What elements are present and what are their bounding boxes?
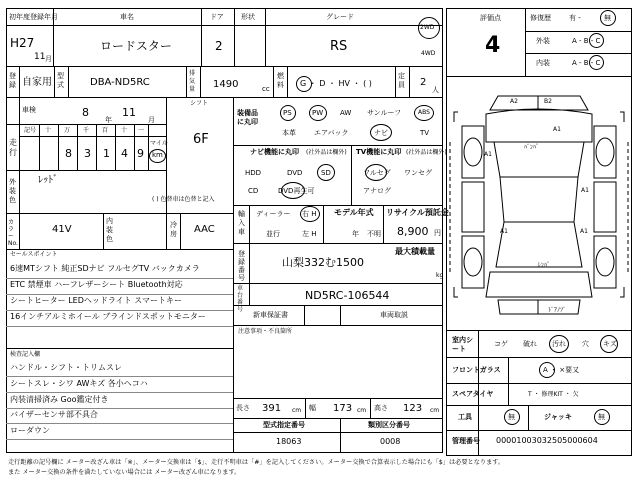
damage-mark: ﾊﾞﾝﾊﾟ [524, 144, 540, 151]
type-no-value: 18063 [276, 437, 302, 446]
equip-aw: AW [340, 109, 352, 117]
unit-km: km [152, 151, 163, 159]
mileage-digit: 3 [84, 147, 91, 160]
inspection-month: 11 [122, 106, 136, 119]
plate-value: 山梨332む1500 [282, 256, 364, 269]
first-reg-era: H27 [10, 36, 35, 50]
height-value: 123 [403, 403, 423, 414]
new-warranty: 新車保証書 [253, 311, 288, 319]
inspector-note-line: シートスレ・シワ AWキズ 各小ヘコハ [10, 379, 148, 388]
equipment-label: 装備品に丸印 [237, 109, 258, 126]
exterior-color-label: 外装色 [9, 178, 16, 204]
import-left-h: 左 H [302, 230, 317, 238]
score-value: 4 [485, 33, 501, 58]
shift-value: 6F [193, 132, 209, 147]
tv-oneseg: ワンセグ [404, 169, 432, 177]
width-unit: cm [357, 407, 367, 414]
displacement-label: 排気量 [189, 70, 196, 93]
damage-mark: ﾚﾝﾊﾟ [538, 262, 551, 269]
class-no-value: 0008 [380, 437, 401, 446]
equip-airbag: エアバック [314, 129, 349, 137]
use-value: 自家用 [22, 77, 52, 88]
mileage-digit: 8 [65, 147, 72, 160]
owner-manual: 車両取説 [380, 311, 408, 319]
class-no-label: 類別区分番号 [368, 421, 410, 429]
damage-mark: A1 [581, 187, 589, 194]
seat-item: キズ [603, 340, 617, 348]
notes-label: 注意事項・不良箇所 [238, 328, 293, 335]
model-year-unknown: 不明 [367, 230, 381, 238]
repair-none: 無 [604, 14, 611, 22]
import-dealer: ディーラー [256, 210, 291, 218]
door-label: ドア [210, 13, 224, 21]
model-year-unit: 年 [352, 230, 359, 238]
door-count: 2 [215, 39, 223, 53]
length-label: 長さ [236, 404, 250, 412]
mgmt-label: 管理番号 [452, 437, 480, 445]
exterior-color: ﾚｯﾄﾞ [38, 175, 58, 186]
drive-2wd: 2WD [420, 24, 435, 31]
displacement-value: 1490 [213, 79, 239, 90]
shape-label: 形状 [241, 13, 255, 21]
equip-sunroof: サンルーフ [367, 109, 402, 117]
exterior-grade-label: 外装 [536, 37, 550, 45]
equip-pw: PW [312, 109, 324, 117]
navi-note: (社外品は欄外) [306, 149, 347, 156]
navi-hdd: HDD [245, 169, 262, 177]
sales-point-line: 16インチアルミホイール ブラインドスポットモニター [10, 312, 206, 321]
seat-item: 穴 [582, 340, 589, 348]
footer-line-1: 走行距離の記号欄に メーター改ざん車は「※」、メーター交換車は「$」、走行不明車は「#」を記入してください。メーター交換で合算表示した場合にも「$」は必要となります。 [8, 459, 505, 466]
spare-label: スペアタイヤ [452, 390, 494, 398]
plate-label: 登録番号 [238, 250, 245, 282]
car-name: ロードスター [100, 39, 172, 53]
grade-label: グレード [326, 13, 354, 21]
model-value: DBA-ND5RC [90, 77, 150, 88]
car-damage-diagram [448, 82, 630, 328]
digit-header-1: 十 [45, 127, 52, 134]
tv-analog: アナログ [363, 187, 391, 195]
color-note: ( ) 色替車は色替と記入 [152, 196, 215, 203]
sales-point-line: 6速MTシフト 純正SDナビ フルセグTV バックカメラ [10, 264, 200, 273]
first-reg-label: 初年度登録年月 [9, 13, 58, 21]
first-reg-month-unit: 月 [45, 55, 52, 63]
digit-header-3: 千 [83, 127, 90, 134]
first-reg-month: 11 [34, 52, 46, 62]
interior-grade-label: 内装 [536, 59, 550, 67]
model-year-label: モデル年式 [334, 208, 374, 217]
navi-cd: CD [248, 187, 259, 195]
fuel-label: 燃料 [277, 72, 284, 89]
damage-mark: A1 [553, 126, 561, 133]
recycle-label: リサイクル預託金 [386, 208, 449, 217]
inspection-month-unit: 月 [148, 116, 155, 124]
mileage-digit: 1 [103, 147, 110, 160]
inspection-label: 車検 [22, 106, 36, 114]
exterior-grade-options: A - B - C [572, 37, 601, 45]
digit-header-5: 十 [121, 127, 128, 134]
equip-leather: 本革 [282, 129, 296, 137]
recycle-unit: 円 [434, 229, 441, 237]
height-label: 高さ [374, 404, 388, 412]
tools-label: 工具 [458, 413, 472, 421]
seat-item: 汚れ [552, 340, 566, 348]
interior-grade-options: A - B - C [572, 59, 601, 67]
width-value: 173 [333, 403, 353, 414]
tv-header: TV機能に丸印 [356, 148, 402, 156]
repair-label: 修復歴 [530, 14, 551, 22]
equip-tv: TV [420, 129, 430, 137]
max-load-label: 最大積載量 [395, 247, 435, 256]
sales-point-line: ETC 禁煙車 ハーフレザーシート Bluetooth対応 [10, 280, 183, 289]
navi-dvdplay: DVD再生可 [278, 187, 315, 195]
chassis-value: ND5RC-106544 [305, 289, 390, 302]
damage-mark: A1 [500, 228, 508, 235]
footer-line-2: また メーター交換の条件を満たしていない場合には メーター改ざん車になります。 [8, 469, 241, 476]
cc-unit: cc [262, 85, 270, 93]
damage-mark: A2 [510, 98, 518, 105]
spare-items: T ・ 修理KIT ・ 欠 [528, 391, 579, 398]
inspector-note-line: ハンドル・シフト・トリムスレ [10, 363, 122, 372]
equip-ps: PS [283, 109, 292, 117]
seat-item: 破れ [523, 340, 537, 348]
capacity-value: 2 [420, 77, 427, 88]
fuel-options: G ・ D ・ HV ・ ( ) [300, 79, 372, 88]
damage-mark: B2 [544, 98, 552, 105]
capacity-label: 定員 [398, 72, 405, 89]
recycle-amount: 8,900 [397, 225, 429, 238]
damage-mark: A1 [484, 151, 492, 158]
inspector-note-line: 内装清掃済み Goo鑑定付き [10, 395, 109, 404]
import-label: 輸入車 [238, 210, 245, 236]
glass-items: A ・ ×要又 [543, 366, 580, 374]
unit-mile: マイル [150, 140, 168, 147]
navi-dvd: DVD [287, 169, 303, 177]
capacity-unit: 人 [432, 86, 439, 94]
name-label: 車名 [120, 13, 134, 21]
inspector-note-line: バイザーセンサ部不具合 [10, 410, 98, 419]
color-no: 41V [52, 224, 72, 235]
digit-header-0: 記号 [24, 127, 37, 134]
digit-header-6: 一 [138, 127, 145, 134]
aircon-label: 冷房 [170, 221, 177, 238]
repair-options: 有 - [569, 14, 581, 22]
sales-points-label: セールスポイント [10, 251, 58, 258]
equip-abs: ABS [418, 109, 430, 116]
mgmt-no: 00001003032505000604 [496, 436, 598, 445]
mileage-digit: 4 [121, 147, 128, 160]
damage-mark: A1 [580, 228, 588, 235]
mileage-digit: 9 [137, 147, 144, 160]
import-right-h: 右 H [302, 210, 317, 218]
seat-label: 室内シート [452, 336, 473, 353]
color-no-label: カラーNo. [8, 219, 18, 247]
inspection-year: 8 [82, 106, 89, 119]
navi-header: ナビ機能に丸印 [250, 148, 299, 156]
tools-value: 無 [508, 413, 515, 421]
mileage-label: 走行 [9, 138, 17, 157]
inspector-notes-label: 検査記入欄 [10, 351, 41, 358]
digit-header-2: 万 [64, 127, 71, 134]
import-parallel: 並行 [266, 230, 280, 238]
width-label: 幅 [309, 404, 316, 412]
grade-value: RS [330, 39, 348, 54]
digit-header-4: 百 [102, 127, 109, 134]
type-no-label: 型式指定番号 [263, 421, 305, 429]
interior-color-label: 内装色 [106, 217, 113, 243]
shift-label: シフト [190, 100, 209, 107]
drive-4wd: 4WD [421, 50, 436, 57]
jack-label: ジャッキ [544, 413, 572, 421]
length-unit: cm [292, 407, 302, 414]
model-label: 型式 [57, 72, 64, 89]
score-label: 評価点 [480, 14, 501, 22]
inspector-note-line: ローダウン [10, 426, 50, 435]
damage-mark: ﾄﾞｱﾉﾌﾞ [548, 307, 567, 314]
inspection-year-unit: 年 [105, 116, 112, 124]
max-load-unit: kg [436, 272, 444, 279]
navi-sd: SD [321, 169, 331, 177]
tv-fullseg: フルセグ [363, 169, 391, 177]
sales-point-line: シートヒーター LEDヘッドライト スマートキー [10, 296, 183, 305]
reg-label: 登録 [9, 72, 16, 89]
length-value: 391 [262, 403, 282, 414]
chassis-label: 車台番号 [237, 285, 244, 313]
equip-navi: ナビ [374, 129, 388, 137]
jack-value: 無 [598, 413, 605, 421]
tv-note: (社外品は欄外) [406, 149, 447, 156]
seat-item: コゲ [494, 340, 508, 348]
height-unit: cm [430, 407, 440, 414]
glass-label: フロントガラス [452, 366, 501, 374]
aircon-value: AAC [194, 224, 215, 235]
